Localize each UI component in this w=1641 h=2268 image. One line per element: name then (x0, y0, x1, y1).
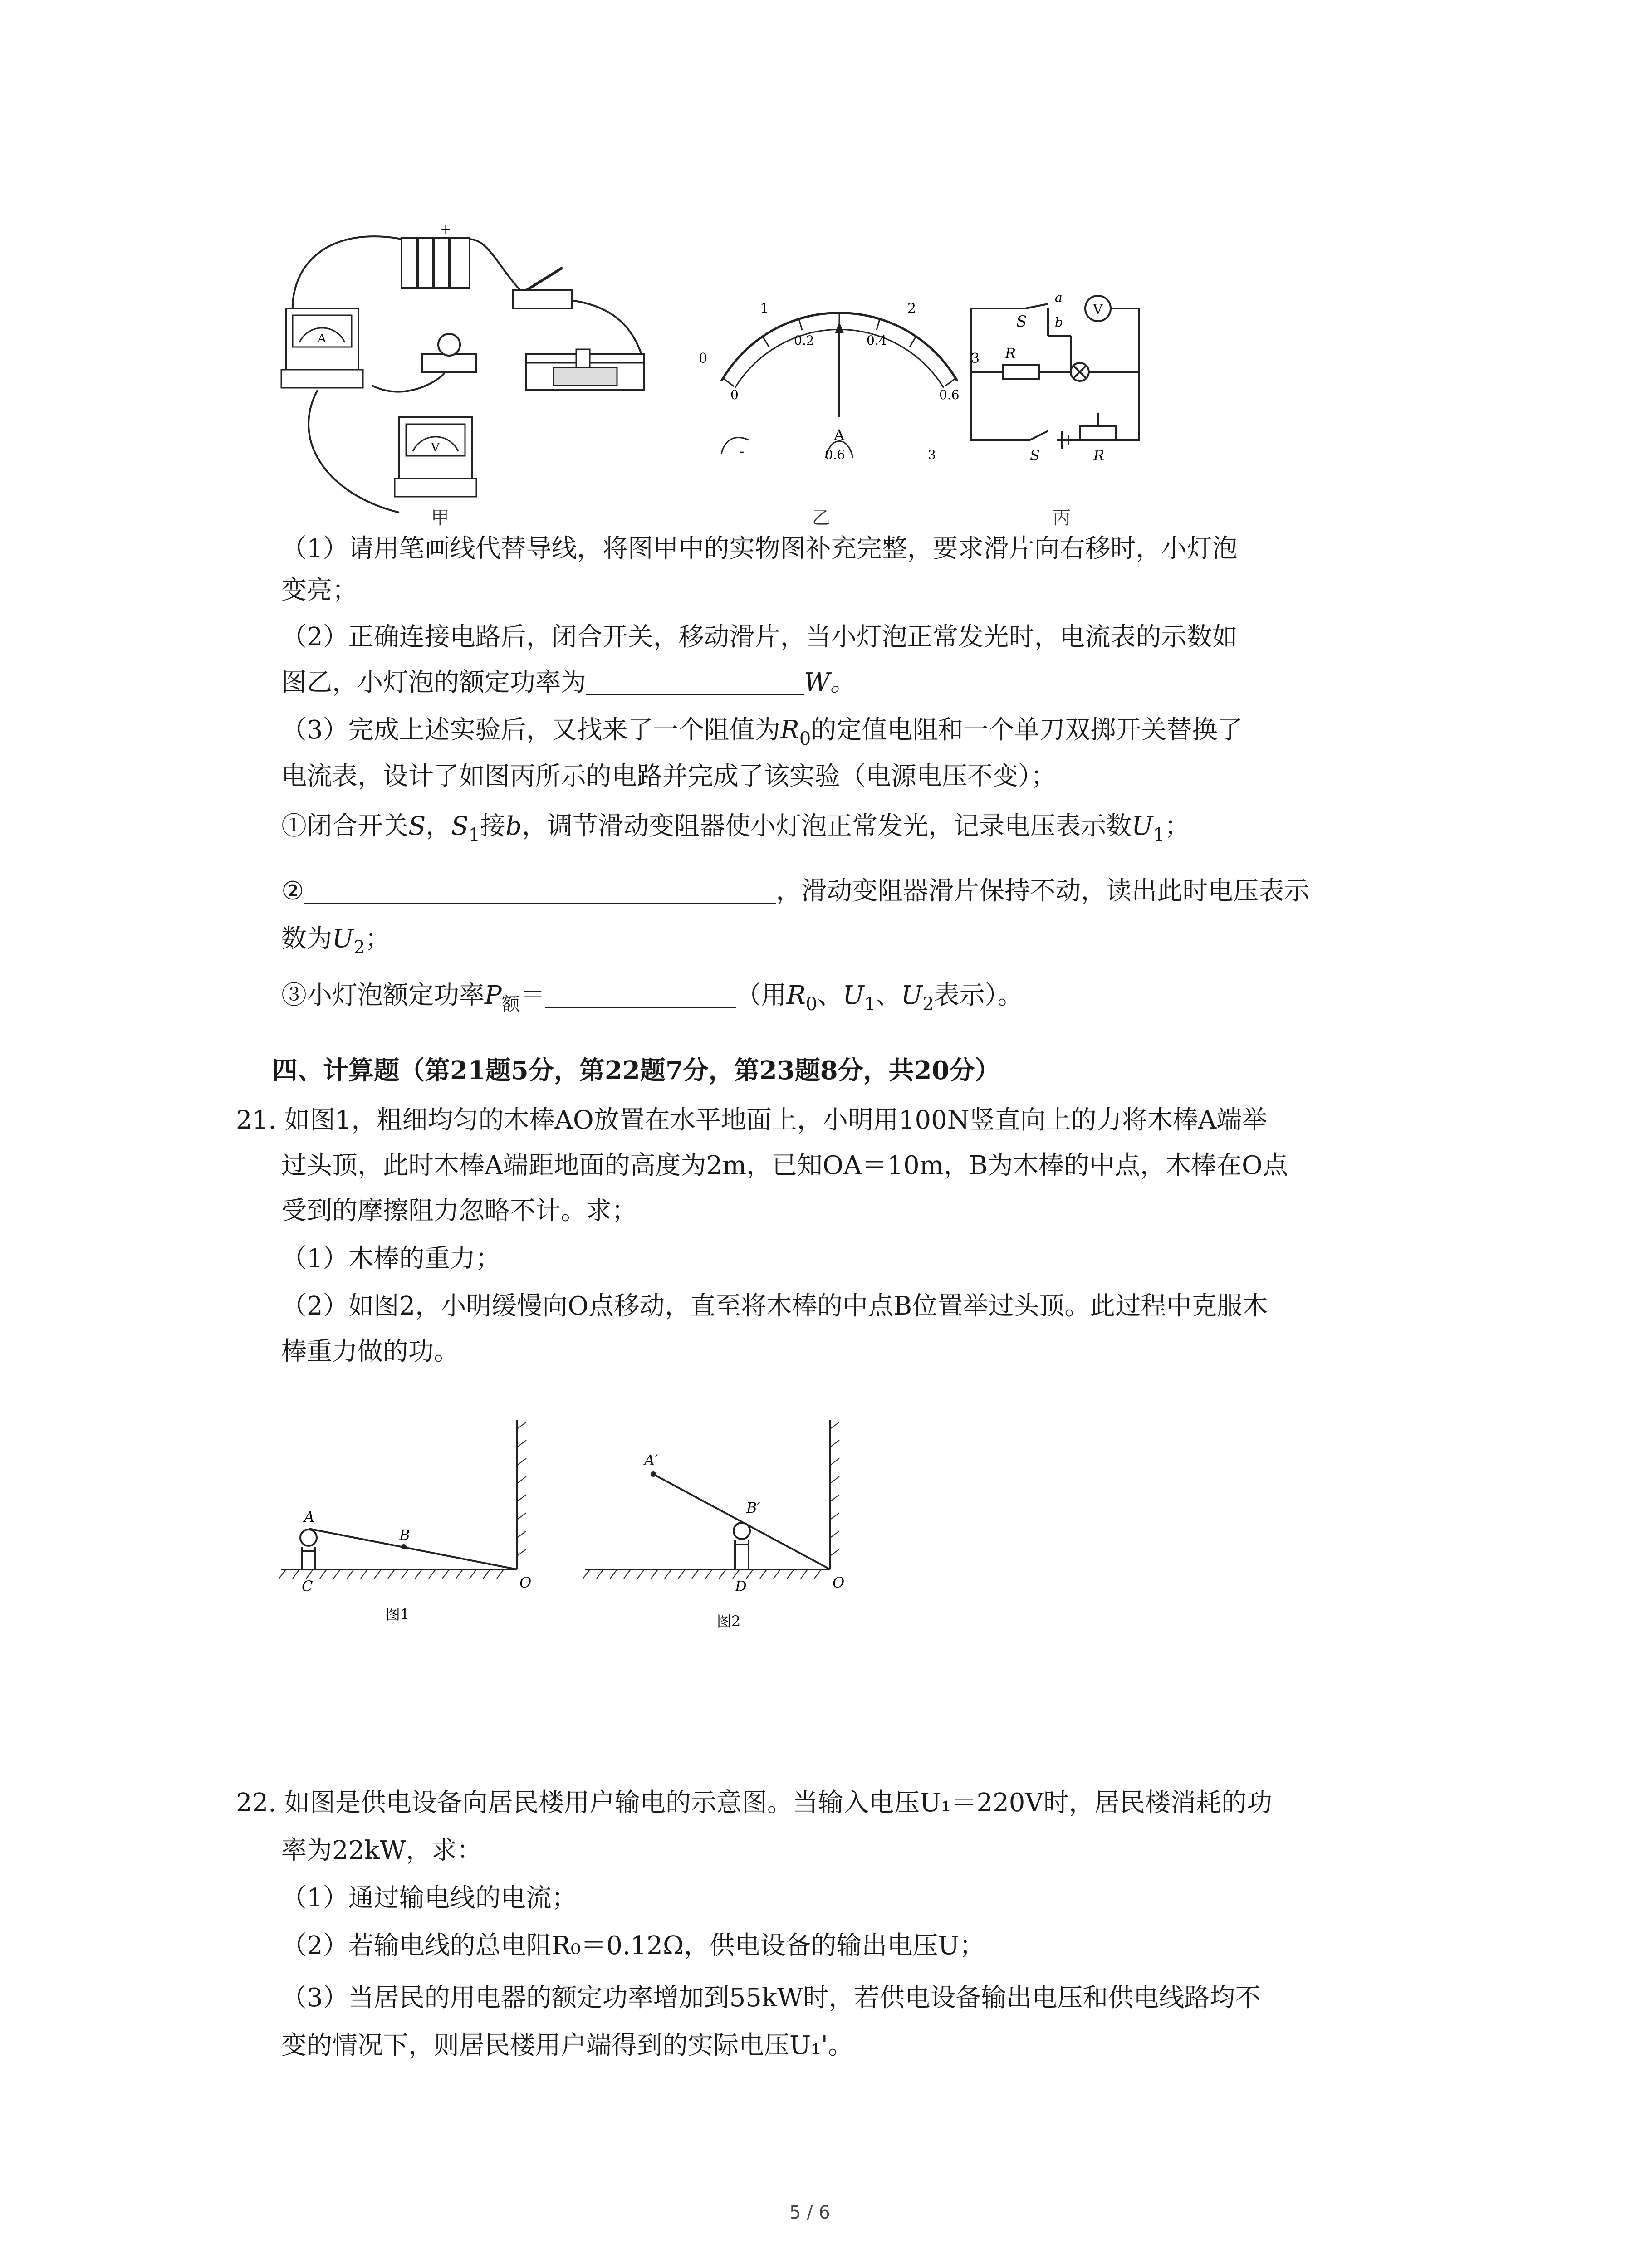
svg-text:C: C (302, 1578, 313, 1595)
answer-blank-power[interactable] (586, 667, 804, 695)
figure-label-bing: 丙 (1053, 508, 1071, 528)
svg-text:3: 3 (971, 351, 980, 367)
svg-text:V: V (1093, 302, 1103, 318)
figure-label-jia: 甲 (431, 508, 449, 528)
svg-text:D: D (735, 1578, 747, 1595)
svg-text:0.4: 0.4 (867, 333, 887, 348)
q21-line1: 21. 如图1，粗细均匀的木棒AO放置在水平地面上，小明用100N竖直向上的力将木棒A端举 (236, 1105, 1268, 1135)
svg-text:图1: 图1 (386, 1606, 410, 1623)
battery-icon (402, 221, 470, 288)
figure-yi (681, 272, 998, 463)
q20-part3-line1: （3）完成上述实验后，又找来了一个阻值为$R_0$的定值电阻和一个单刀双掷开关替换了 (281, 715, 1243, 749)
q21-line5: （2）如图2，小明缓慢向O点移动，直至将木棒的中点B位置举过头顶。此过程中克服木 (281, 1291, 1268, 1321)
switch-icon (513, 268, 572, 308)
svg-text:A: A (304, 1508, 315, 1525)
svg-text:0: 0 (699, 351, 708, 367)
svg-text:0.2: 0.2 (794, 333, 814, 348)
svg-text:B: B (399, 1526, 410, 1544)
svg-text:0: 0 (730, 387, 739, 402)
figure-bing (962, 290, 1152, 463)
svg-text:1: 1 (760, 301, 769, 317)
ammeter-dial (681, 272, 998, 463)
q20-part1-line1: （1）请用笔画线代替导线，将图甲中的实物图补充完整，要求滑片向右移时，小灯泡 (281, 534, 1238, 563)
svg-text:S: S (1016, 313, 1027, 331)
q20-part2-line1: （2）正确连接电路后，闭合开关，移动滑片，当小灯泡正常发光时，电流表的示数如 (281, 622, 1238, 652)
q20-step3: ③小灯泡额定功率$P_额=$ （用$R_0$、$U_1$、$U_2$表示）。 (281, 981, 1023, 1015)
svg-text:2: 2 (907, 301, 916, 317)
svg-text:B′: B′ (746, 1499, 760, 1516)
q21-line3: 受到的摩擦阻力忽略不计。求； (281, 1196, 637, 1226)
q22-line1: 22. 如图是供电设备向居民楼用户输电的示意图。当输入电压U₁＝220V时，居民楼消耗的功 (236, 1788, 1272, 1818)
svg-text:O: O (833, 1574, 845, 1591)
q20-step2-line1: ② ，滑动变阻器滑片保持不动，读出此时电压表示 (281, 876, 1310, 906)
svg-text:图2: 图2 (717, 1613, 741, 1630)
svg-text:A: A (318, 332, 326, 346)
answer-blank-rated-power[interactable] (545, 980, 736, 1008)
q20-step1: ①闭合开关S，$S_1$接b，调节滑动变阻器使小灯泡正常发光，记录电压表示数$U_1$； (281, 811, 1190, 846)
bulb-icon (422, 334, 476, 372)
page-number: 5 / 6 (789, 2202, 830, 2223)
section-heading: 四、计算题（第21题5分，第22题7分，第23题8分，共20分） (272, 1056, 1000, 1085)
svg-text:a: a (1055, 290, 1063, 305)
q21-line4: （1）木棒的重力； (281, 1244, 501, 1273)
svg-text:3: 3 (928, 447, 936, 462)
figure-jia (272, 213, 671, 513)
q22-line3: （1）通过输电线的电流； (281, 1883, 577, 1913)
svg-text:A′: A′ (644, 1452, 658, 1469)
q20-part3-line2: 电流表，设计了如图丙所示的电路并完成了该实验（电源电压不变）； (281, 762, 1056, 791)
svg-text:O: O (519, 1574, 532, 1591)
svg-text:-: - (740, 444, 745, 459)
q22-line6: 变的情况下，则居民楼用户端得到的实际电压U₁'。 (281, 2031, 854, 2060)
schematic-circuit (962, 290, 1152, 463)
person-icon (734, 1523, 750, 1569)
q22-line5: （3）当居民的用电器的额定功率增加到55kW时，若供电设备输出电压和供电线路均不 (281, 1983, 1261, 2013)
person-icon (300, 1530, 317, 1569)
svg-text:R: R (1005, 345, 1016, 362)
rheostat-icon (526, 349, 644, 390)
q21-line6: 棒重力做的功。 (281, 1337, 459, 1366)
figure-label-yi: 乙 (812, 508, 830, 528)
svg-text:R: R (1093, 447, 1105, 463)
rod (309, 1529, 517, 1569)
q20-step2-line2: 数为$U_2$； (281, 924, 391, 958)
svg-text:S: S (1030, 447, 1040, 463)
q20-part2-line2: 图乙，小灯泡的额定功率为 W。 (281, 668, 856, 697)
svg-text:A: A (834, 426, 845, 444)
voltmeter-icon (395, 417, 476, 497)
q20-part1-line2: 变亮； (281, 576, 358, 605)
svg-text:V: V (431, 441, 440, 455)
q22-line2: 率为22kW，求： (281, 1836, 482, 1865)
svg-text:0.6: 0.6 (939, 387, 960, 402)
q22-line4: （2）若输电线的总电阻R₀＝0.12Ω，供电设备的输出电压U； (281, 1931, 985, 1960)
answer-blank-step2[interactable] (304, 875, 776, 904)
q21-line2: 过头顶，此时木棒A端距地面的高度为2m，已知OA＝10m，B为木棒的中点，木棒在O点 (281, 1151, 1288, 1180)
svg-text:+: + (440, 221, 452, 237)
figure-2-rod (576, 1420, 857, 1637)
physical-circuit-diagram (272, 213, 671, 513)
svg-text:0.6: 0.6 (825, 447, 845, 462)
ammeter-icon (281, 308, 363, 388)
svg-text:b: b (1055, 315, 1063, 330)
figure-1-rod (272, 1420, 544, 1637)
